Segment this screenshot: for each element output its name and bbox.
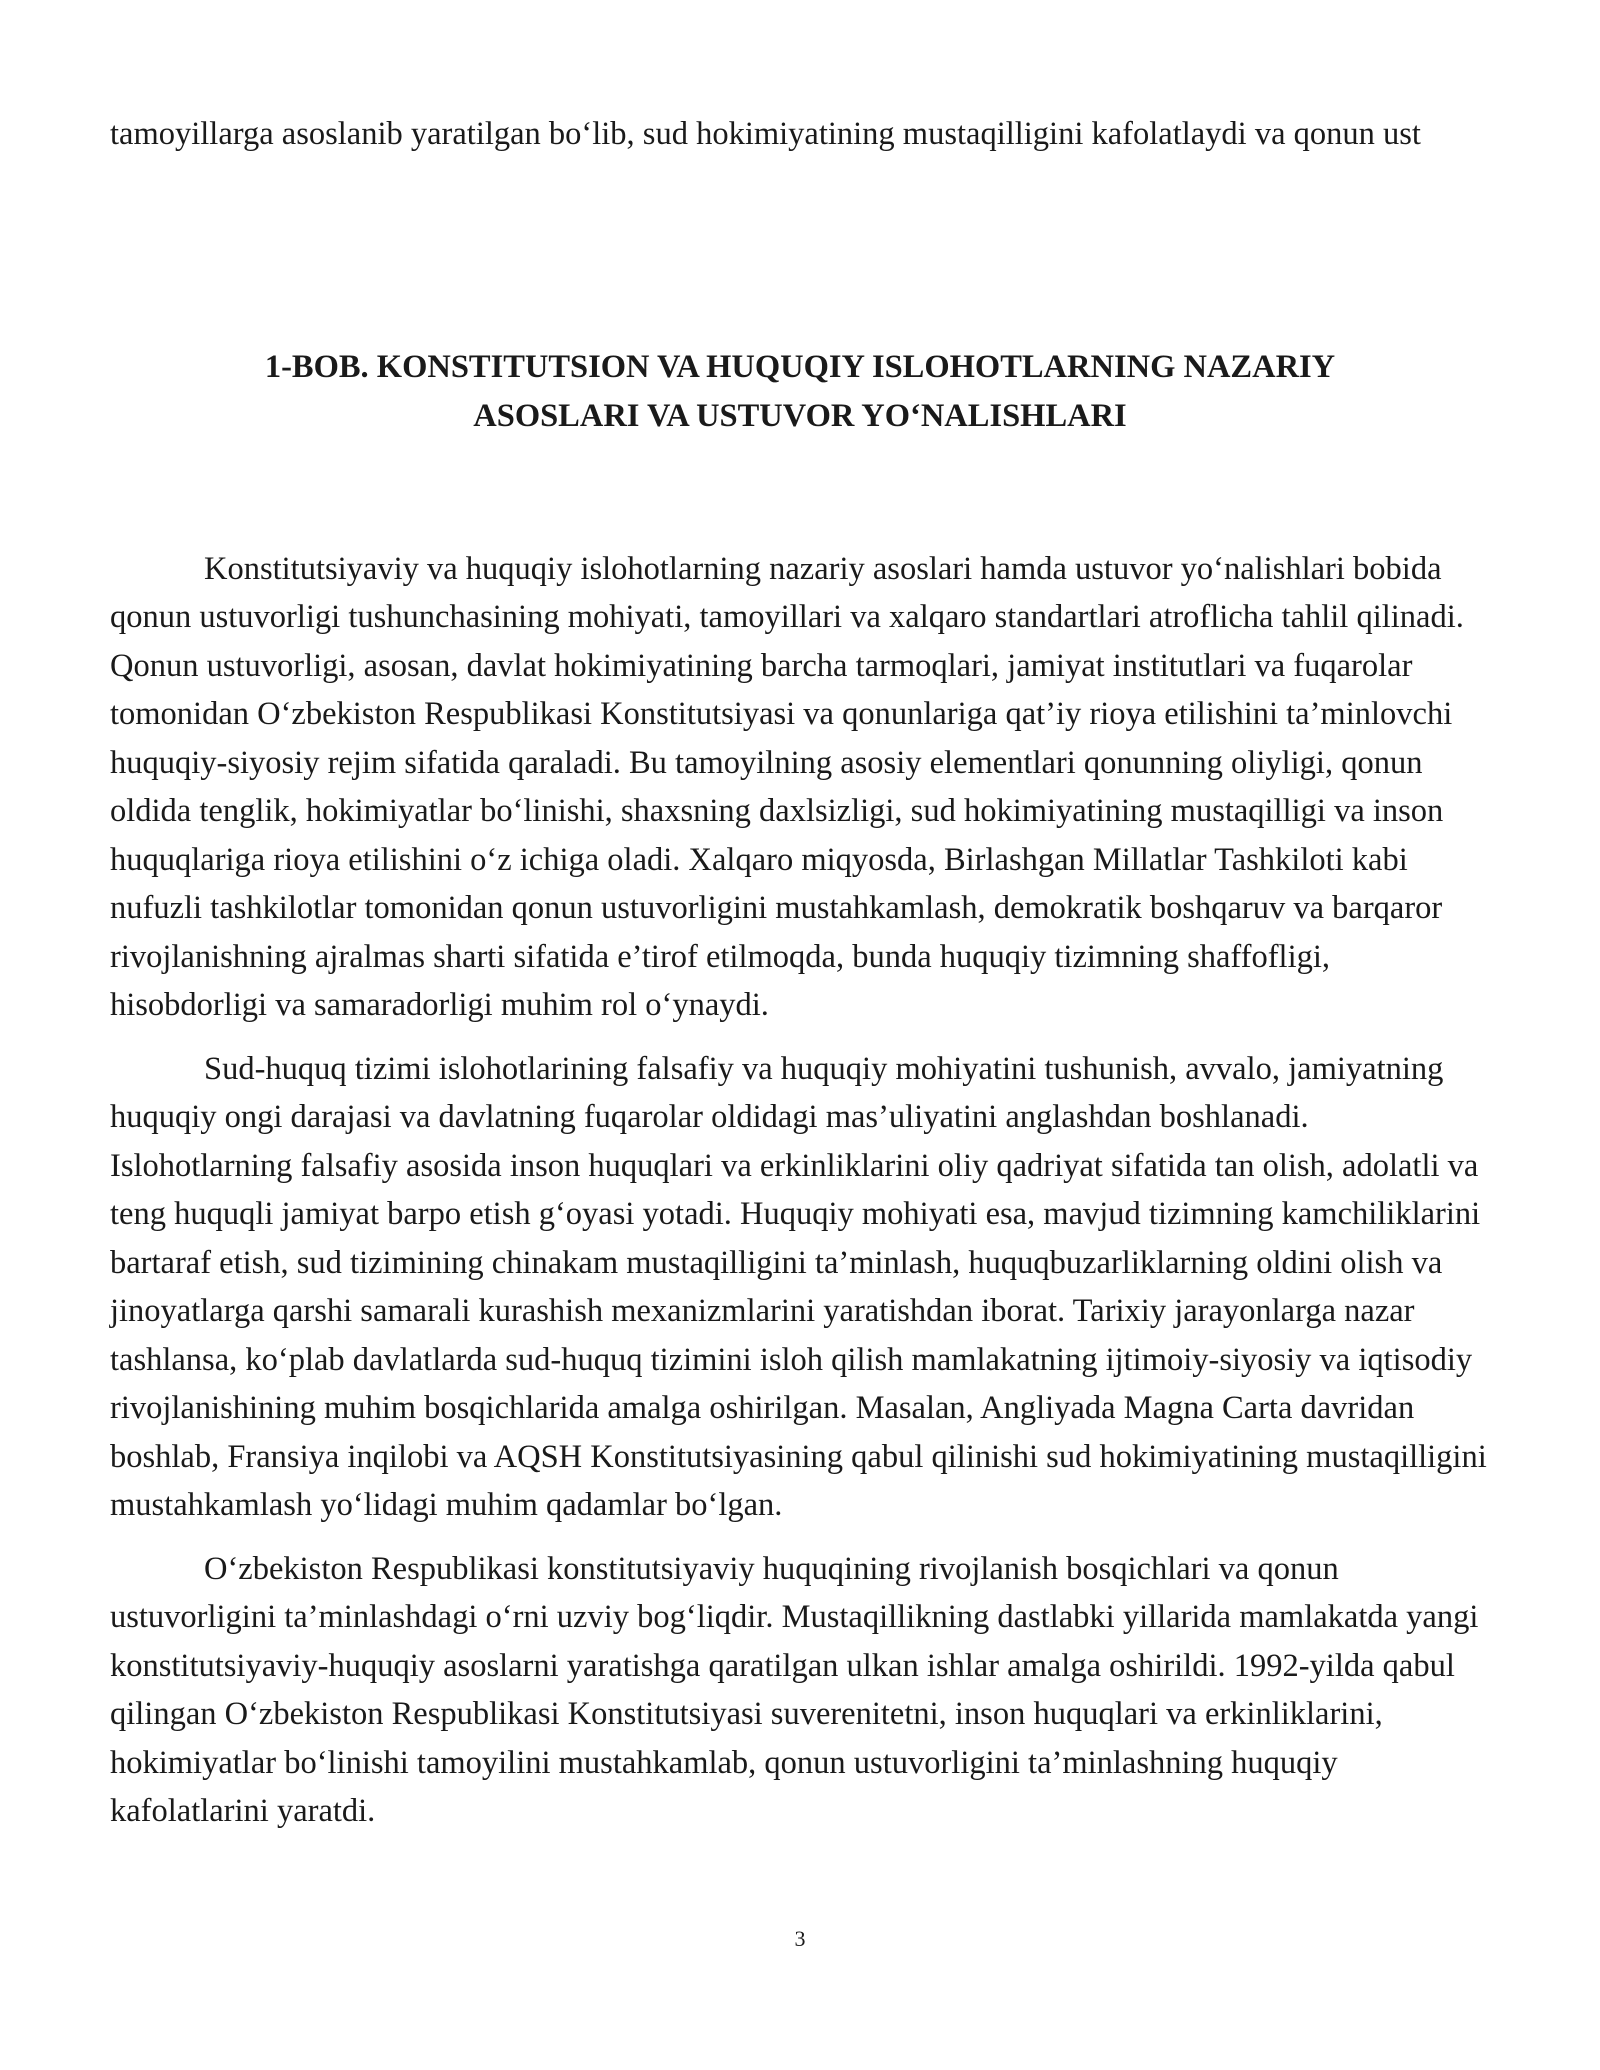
chapter-heading-line-1: 1-BOB. KONSTITUTSION VA HUQUQIY ISLOHOTLARNING NAZARIY (264, 348, 1336, 385)
chapter-heading-line-2: ASOSLARI VA USTUVOR YO‘NALISHLARI (473, 397, 1127, 434)
chapter-heading (110, 343, 1490, 441)
page-number: 3 (794, 1926, 806, 1951)
body-paragraph-2: Sud-huquq tizimi islohotlarining falsafiy va huquqiy mohiyatini tushunish, avvalo, jamiyatning huquqiy ongi darajasi va davlatning fuqarolar oldidagi mas’uliyatini anglashdan boshlanadi. Islohotlarning falsafiy asosida inson huquqlari va erkinliklarini oliy qadriyat sifatida tan olish, adolatli va teng huquqli jamiyat barpo etish g‘oyasi yotadi. Huquqiy mohiyati esa, mavjud tizimning kamchiliklarini bartaraf etish, sud tizimining chinakam mustaqilligini ta’minlash, huquqbuzarliklarning oldini olish va jinoyatlarga qarshi samarali kurashish mexanizmlarini yaratishdan iborat. Tarixiy jarayonlarga nazar tashlansa, ko‘plab davlatlarda sud-huquq tizimini isloh qilish mamlakatning ijtimoiy-siyosiy va iqtisodiy rivojlanishining muhim bosqichlarida amalga oshirilgan. Masalan, Angliyada Magna Carta davridan boshlab, Fransiya inqilobi va AQSH Konstitutsiyasining qabul qilinishi sud hokimiyatining mustaqilligini mustahkamlash yo‘lidagi muhim qadamlar bo‘lgan. (110, 1050, 1487, 1523)
body-paragraph-1: Konstitutsiyaviy va huquqiy islohotlarning nazariy asoslari hamda ustuvor yo‘nalishlari bobida qonun ustuvorligi tushunchasining mohiyati, tamoyillari va xalqaro standartlari atroflicha tahlil qilinadi. Qonun ustuvorligi, asosan, davlat hokimiyatining barcha tarmoqlari, jamiyat institutlari va fuqarolar tomonidan O‘zbekiston Respublikasi Konstitutsiyasi va qonunlariga qat’iy rioya etilishini ta’minlovchi huquqiy-siyosiy rejim sifatida qaraladi. Bu tamoyilning asosiy elementlari qonunning oliyligi, qonun oldida tenglik, hokimiyatlar bo‘linishi, shaxsning daxlsizligi, sud hokimiyatining mustaqilligi va inson huquqlariga rioya etilishini o‘z ichiga oladi. Xalqaro miqyosda, Birlashgan Millatlar Tashkiloti kabi nufuzli tashkilotlar tomonidan qonun ustuvorligini mustahkamlash, demokratik boshqaruv va barqaror rivojlanishning ajralmas sharti sifatida e’tirof etilmoqda, bunda huquqiy tizimning shaffofligi, hisobdorligi va samaradorligi muhim rol o‘ynaydi. (110, 550, 1464, 1023)
chapter-body (110, 545, 1490, 1836)
body-paragraph-3: O‘zbekiston Respublikasi konstitutsiyaviy huquqining rivojlanish bosqichlari va qonun ustuvorligini ta’minlashdagi o‘rni uzviy bog‘liqdir. Mustaqillikning dastlabki yillarida mamlakatda yangi konstitutsiyaviy-huquqiy asoslarni yaratishga qaratilgan ulkan ishlar amalga oshirildi. 1992-yilda qabul qilingan O‘zbekiston Respublikasi Konstitutsiyasi suverenitetni, inson huquqlari va erkinliklarini, hokimiyatlar bo‘linishi tamoyilini mustahkamlab, qonun ustuvorligini ta’minlashning huquqiy kafolatlarini yaratdi. (110, 1550, 1479, 1829)
continuation-paragraph: tamoyillarga asoslanib yaratilgan bo‘lib, sud hokimiyatining mustaqilligini kafolatlaydi va qonun ust (110, 116, 1421, 152)
